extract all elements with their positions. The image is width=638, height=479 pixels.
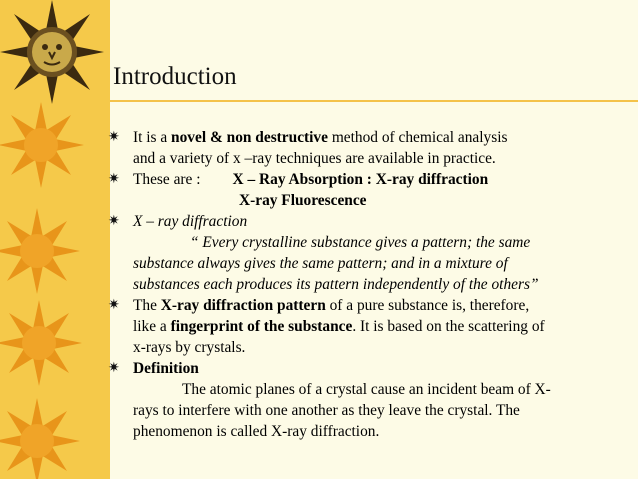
bullet-line: rays to interfere with one another as they leave the crystal. The — [133, 402, 520, 419]
bullet-item — [105, 211, 635, 295]
text: It is a — [133, 129, 172, 146]
title-divider — [110, 100, 638, 102]
quote-line: “ Every crystalline substance gives a pattern; the same — [190, 234, 531, 251]
bullet-heading: X – ray diffraction — [133, 213, 248, 230]
bullet-item — [105, 169, 635, 211]
sun-icon — [0, 208, 80, 294]
bullet-line — [133, 316, 635, 337]
sun-icon — [0, 102, 84, 188]
bullet-item — [105, 358, 635, 442]
technique-diffraction: X-ray diffraction — [375, 171, 489, 188]
text: method of chemical analysis — [327, 129, 508, 146]
slide-title: Introduction — [113, 63, 237, 90]
bullet-line — [133, 127, 635, 148]
bullet-line: and a variety of x –ray techniques are available in practice. — [133, 150, 496, 167]
emphasis-fingerprint: fingerprint of the substance — [170, 318, 353, 335]
technique-absorption: X – Ray Absorption — [232, 171, 363, 188]
slide-body — [105, 127, 635, 442]
text: like a — [133, 318, 171, 335]
sun-face-icon — [0, 0, 110, 110]
bullet-line — [133, 169, 635, 190]
bullet-line: phenomenon is called X-ray diffraction. — [133, 423, 380, 440]
star-bullet-icon: ✷ — [108, 298, 120, 313]
quote-line: substances each produces its pattern independently of the others” — [133, 276, 539, 293]
text: of a pure substance is, therefore, — [325, 297, 530, 314]
text: These are : — [133, 171, 201, 188]
bullet-heading — [133, 358, 635, 379]
sun-icon — [0, 300, 82, 386]
bullet-line — [133, 190, 635, 211]
quote-line: substance always gives the same pattern; and in a mixture of — [133, 255, 508, 272]
star-bullet-icon: ✷ — [108, 214, 120, 229]
sun-icon — [0, 398, 80, 479]
emphasis-novel: novel — [171, 129, 207, 146]
bullet-item — [105, 127, 635, 169]
separator: : — [362, 171, 376, 188]
text: . It is based on the scattering of — [352, 318, 545, 335]
star-bullet-icon: ✷ — [108, 130, 120, 145]
bullet-line — [133, 295, 635, 316]
emphasis-pattern: X-ray diffraction pattern — [160, 297, 326, 314]
definition-label: Definition — [133, 360, 199, 377]
bullet-item — [105, 295, 635, 358]
emphasis-amp: & — [206, 129, 227, 146]
star-bullet-icon: ✷ — [108, 361, 120, 376]
text: The — [133, 297, 161, 314]
emphasis-non-destructive: non destructive — [226, 129, 328, 146]
technique-fluorescence: X-ray Fluorescence — [239, 192, 367, 209]
bullet-line: The atomic planes of a crystal cause an incident beam of X- — [182, 381, 551, 398]
star-bullet-icon: ✷ — [108, 172, 120, 187]
bullet-line: x-rays by crystals. — [133, 339, 246, 356]
